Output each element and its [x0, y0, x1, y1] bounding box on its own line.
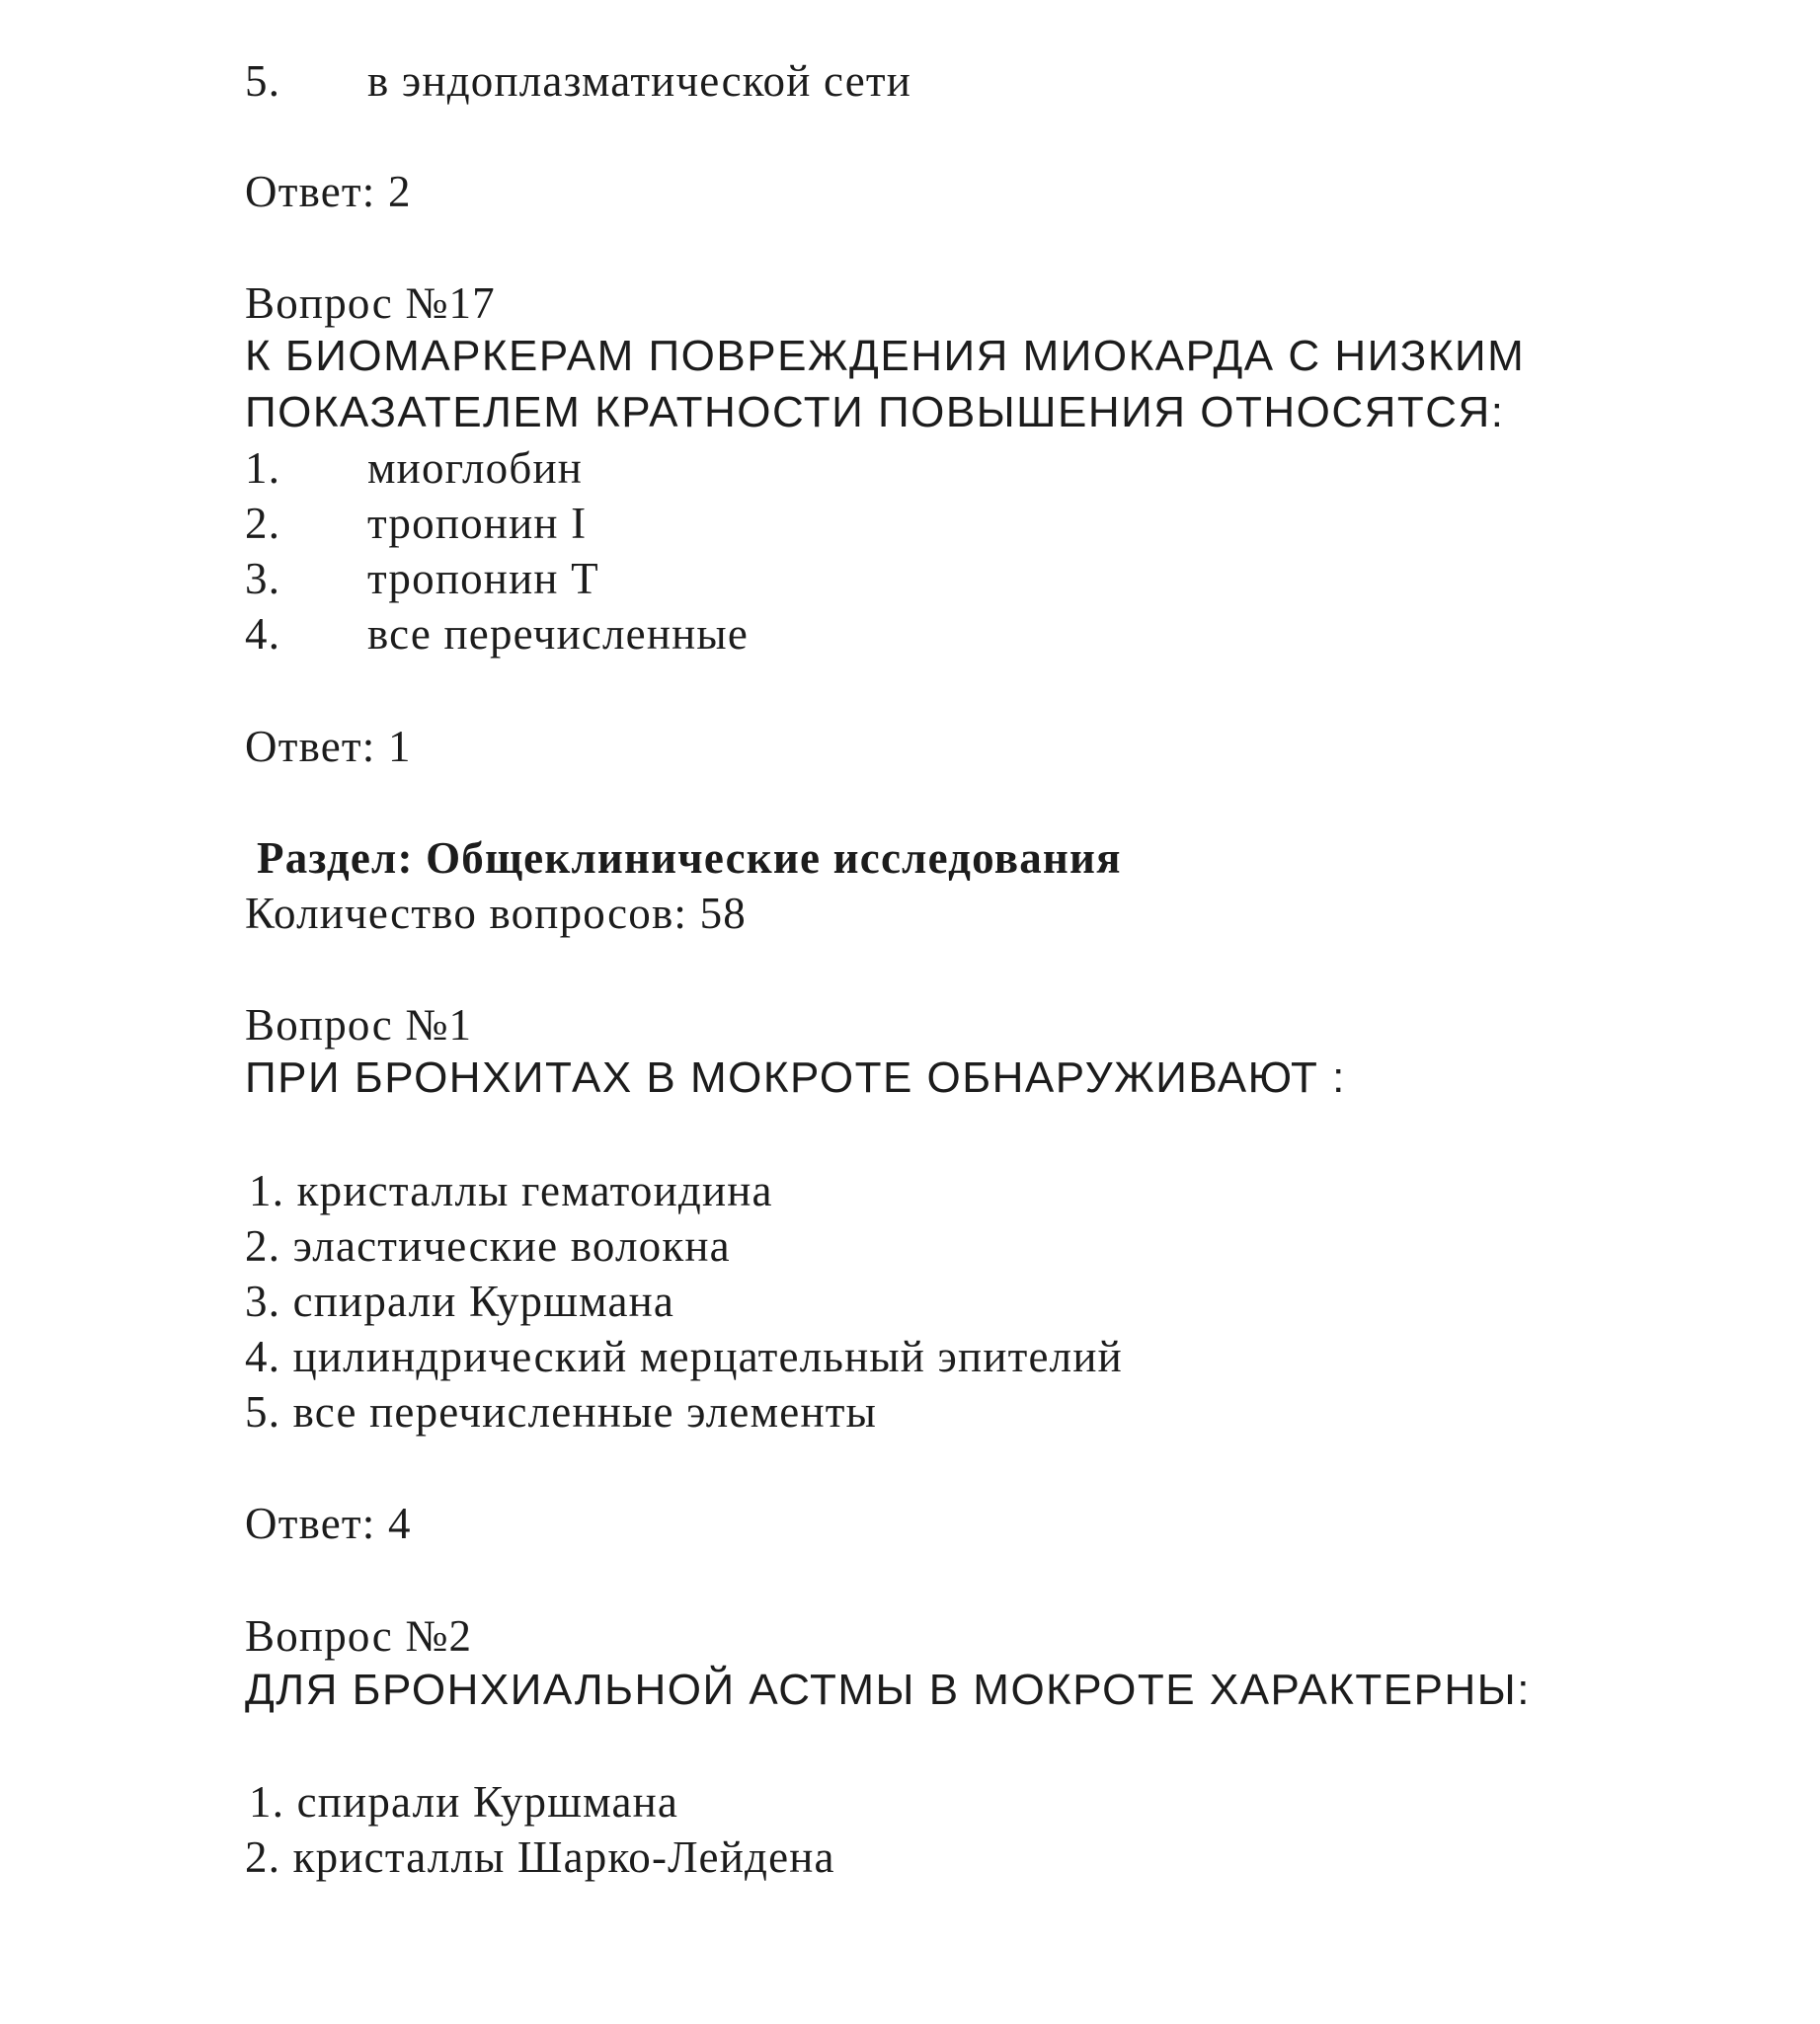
question-text-line: ПРИ БРОНХИТАХ В МОКРОТЕ ОБНАРУЖИВАЮТ :: [245, 1053, 1346, 1102]
option-number: 4.: [245, 609, 281, 659]
option-text: тропонин I: [367, 499, 588, 548]
option-item: 1. кристаллы гематоидина: [249, 1166, 773, 1215]
question-label: Вопрос №17: [245, 278, 496, 328]
option-text: миоглобин: [367, 443, 584, 493]
answer-text: Ответ: 1: [245, 722, 412, 771]
option-item: [245, 499, 588, 548]
option-item: [245, 56, 912, 106]
option-item: [245, 443, 584, 493]
option-item: [245, 554, 599, 603]
question-text-line: ПОКАЗАТЕЛЕМ КРАТНОСТИ ПОВЫШЕНИЯ ОТНОСЯТСЯ:: [245, 388, 1505, 436]
option-number: 1.: [245, 443, 281, 493]
answer-text: Ответ: 2: [245, 167, 412, 216]
option-item: 3. спирали Куршмана: [245, 1277, 675, 1326]
option-text: все перечисленные: [367, 609, 750, 659]
question-count: Количество вопросов: 58: [245, 889, 747, 938]
option-item: 2. эластические волокна: [245, 1221, 731, 1271]
option-item: 1. спирали Куршмана: [249, 1777, 679, 1827]
option-item: 4. цилиндрический мерцательный эпителий: [245, 1332, 1123, 1381]
option-number: 5.: [245, 56, 281, 106]
question-text-line: К БИОМАРКЕРАМ ПОВРЕЖДЕНИЯ МИОКАРДА С НИЗКИМ: [245, 332, 1526, 380]
option-number: 2.: [245, 499, 281, 548]
option-number: 3.: [245, 554, 281, 603]
question-label: Вопрос №1: [245, 1000, 473, 1050]
question-label: Вопрос №2: [245, 1611, 473, 1661]
option-text: тропонин Т: [367, 554, 599, 603]
section-title: Раздел: Общеклинические исследования: [257, 833, 1122, 883]
option-item: 2. кристаллы Шарко-Лейдена: [245, 1832, 835, 1882]
question-text-line: ДЛЯ БРОНХИАЛЬНОЙ АСТМЫ В МОКРОТЕ ХАРАКТЕРНЫ:: [245, 1666, 1531, 1714]
option-item: 5. все перечисленные элементы: [245, 1387, 878, 1437]
option-item: [245, 609, 750, 659]
answer-text: Ответ: 4: [245, 1499, 412, 1548]
option-text: в эндоплазматической сети: [367, 56, 912, 106]
